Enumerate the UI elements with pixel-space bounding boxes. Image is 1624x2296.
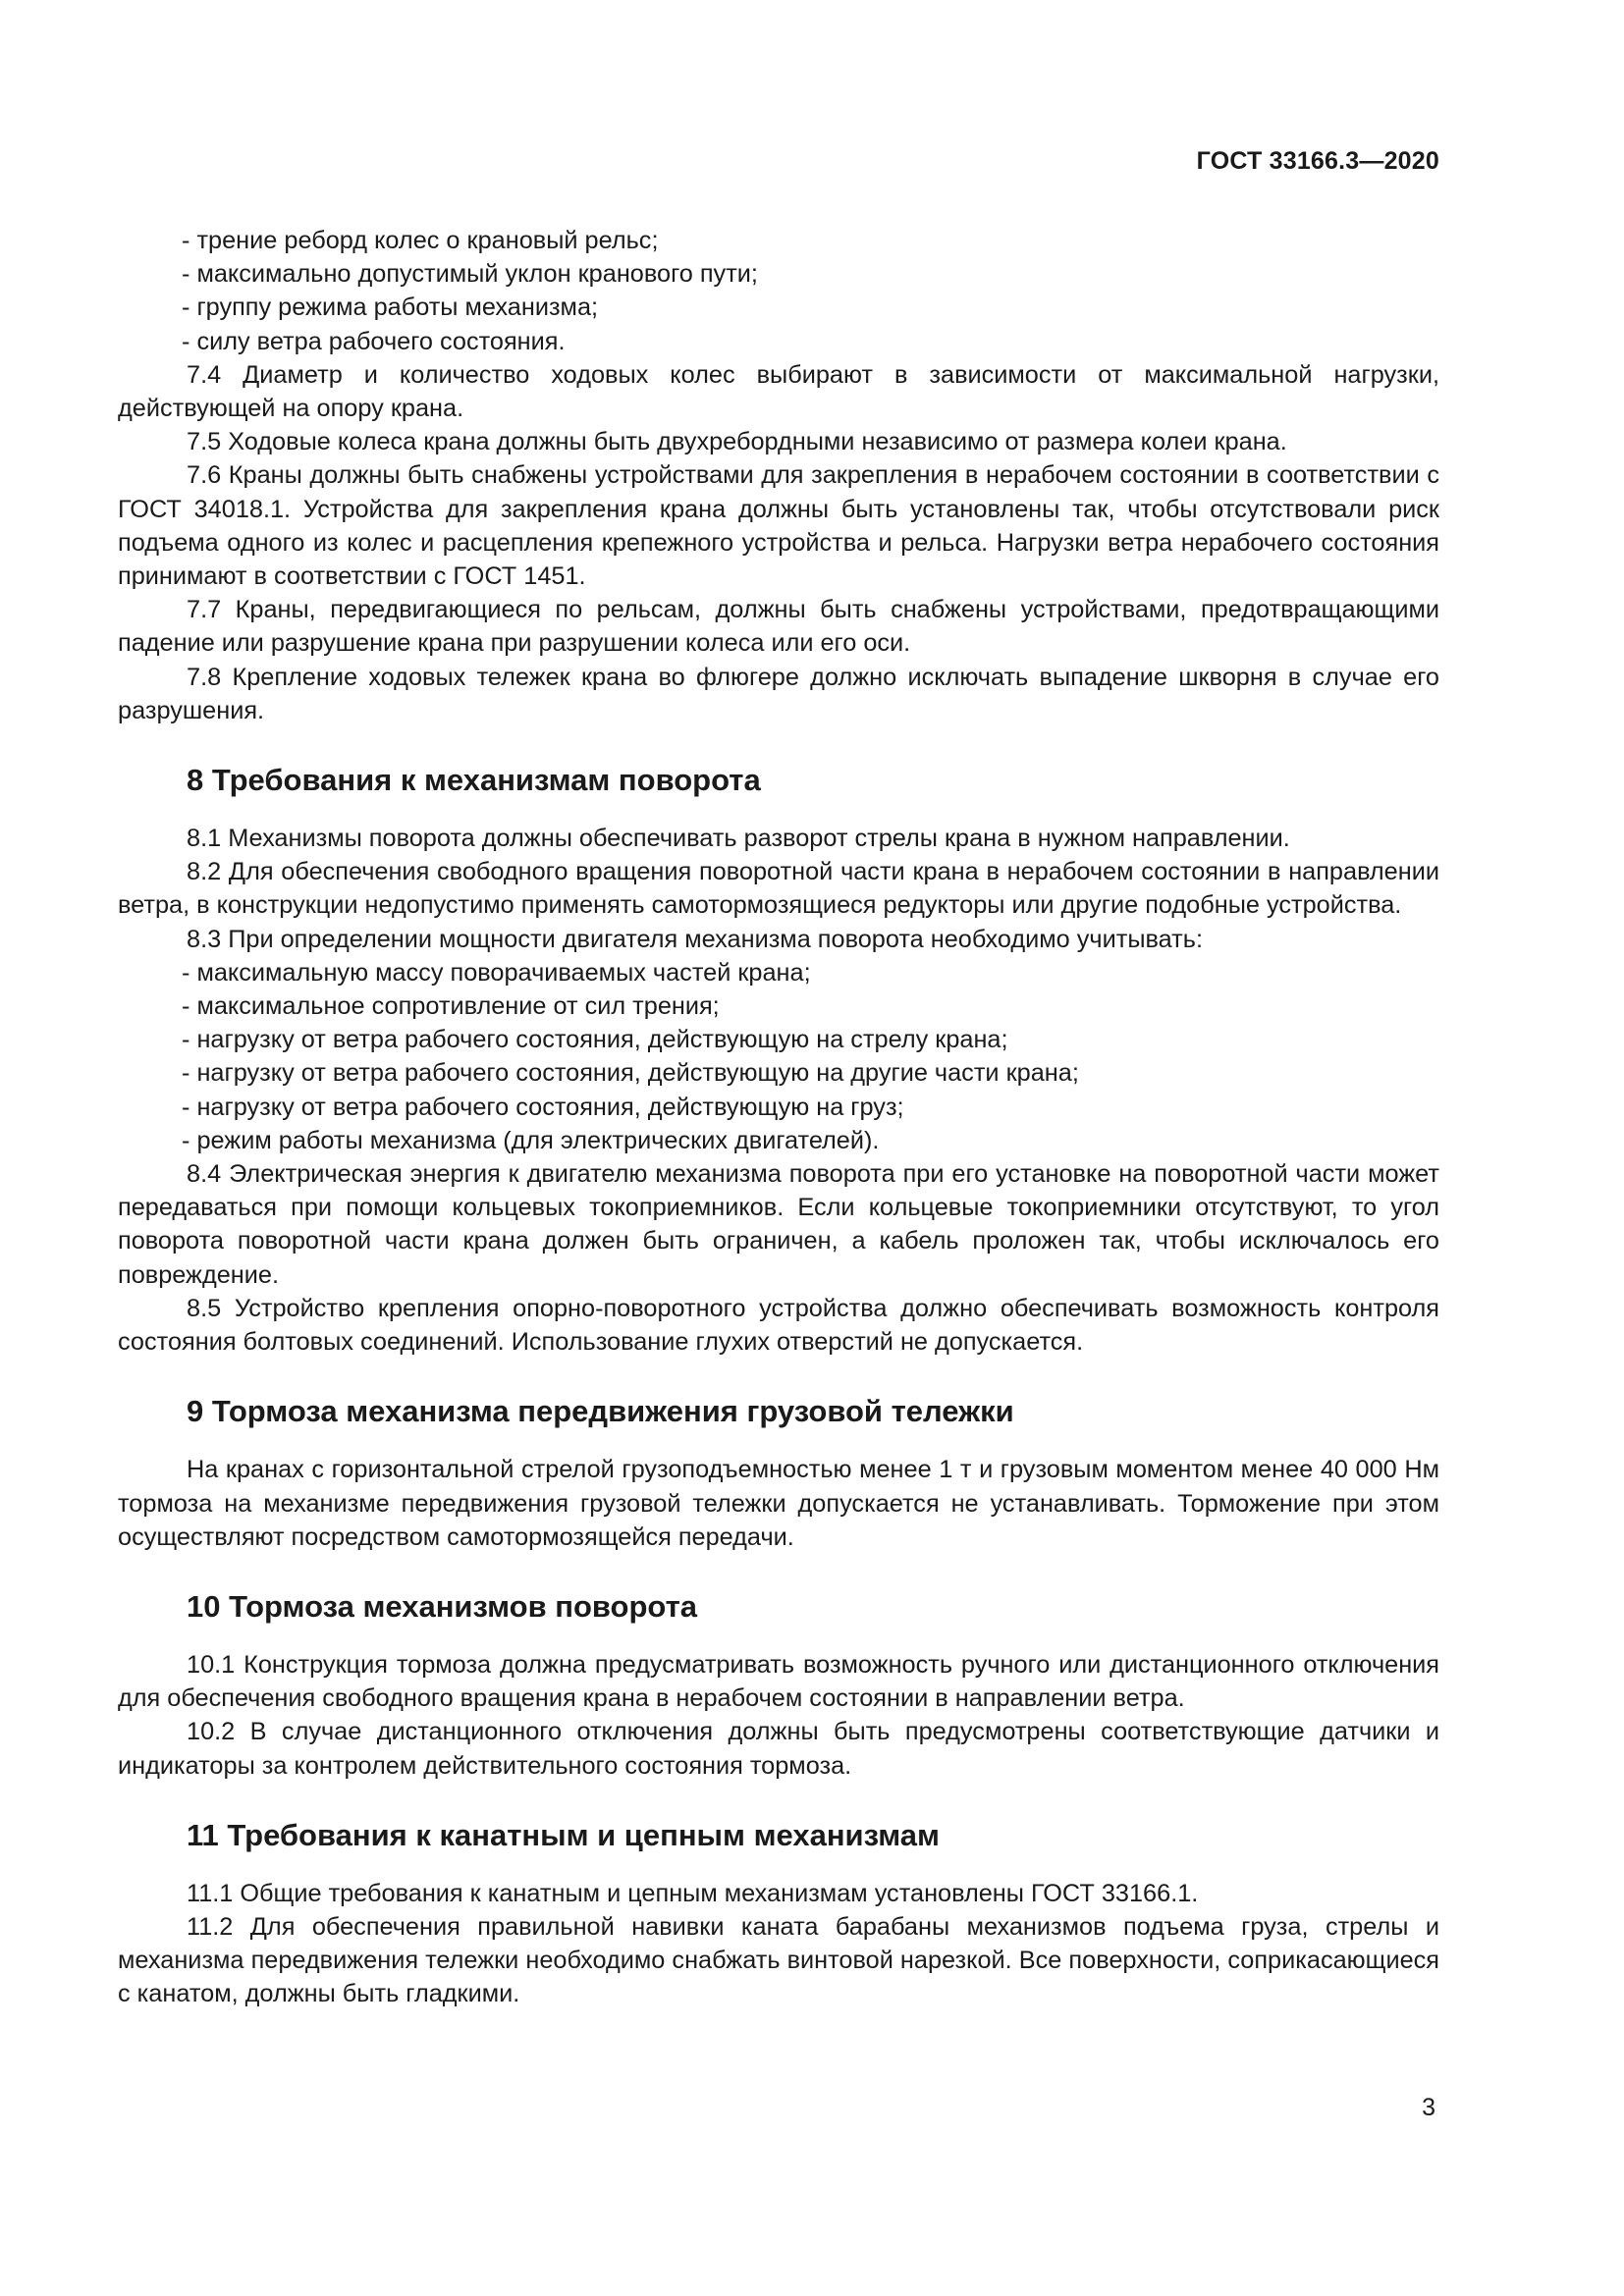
paragraph-7-8: 7.8 Крепление ходовых тележек крана во флюгере должно исключать выпадение шкворня в случае его разрушения.	[118, 663, 1439, 724]
section-11-heading: 11 Требования к канатным и цепным механизмам	[187, 1817, 940, 1852]
section-9-heading: 9 Тормоза механизма передвижения грузовой тележки	[187, 1394, 1014, 1429]
paragraph-8-1: 8.1 Механизмы поворота должны обеспечивать разворот стрелы крана в нужном направлении.	[187, 825, 1290, 853]
list-item: - максимальную массу поворачиваемых частей крана;	[182, 958, 811, 987]
paragraph-9: На кранах с горизонтальной стрелой грузоподъемностью менее 1 т и грузовым моментом менее 40 000 Нм тормоза на механизме передвижения грузовой тележки допускается не устанавливать. Торможение при этом осуществляют посредством самотормозящейся передачи.	[118, 1456, 1439, 1551]
list-item: - силу ветра рабочего состояния.	[182, 327, 566, 355]
document-body	[118, 224, 1439, 2011]
section-8-heading: 8 Требования к механизмам поворота	[187, 763, 761, 798]
list-item: - максимальное сопротивление от сил трения;	[182, 992, 720, 1021]
paragraph-7-7: 7.7 Краны, передвигающиеся по рельсам, должны быть снабжены устройствами, предотвращающими падение или разрушение крана при разрушении колеса или его оси.	[118, 596, 1439, 658]
paragraph-7-6: 7.6 Краны должны быть снабжены устройствами для закрепления в нерабочем состоянии в соответствии с ГОСТ 34018.1. Устройства для закрепления крана должны быть установлены так, чтобы отсутствовали риск подъема одного из колес и расцепления крепежного устройства и рельса. Нагрузки ветра нерабочего состояния принимают в соответствии с ГОСТ 1451.	[118, 461, 1439, 591]
document-code: ГОСТ 33166.3—2020	[1196, 147, 1439, 175]
paragraph-8-4: 8.4 Электрическая энергия к двигателю механизма поворота при его установке на поворотной части может передаваться при помощи кольцевых токоприемников. Если кольцевые токоприемники отсутствуют, то угол поворота поворотной части крана должен быть ограничен, а кабель проложен так, чтобы исключалось его повреждение.	[118, 1160, 1439, 1289]
paragraph-11-1: 11.1 Общие требования к канатным и цепным механизмам установлены ГОСТ 33166.1.	[187, 1879, 1199, 1907]
paragraph-10-2: 10.2 В случае дистанционного отключения должны быть предусмотрены соответствующие датчики и индикаторы за контролем действительного состояния тормоза.	[118, 1718, 1439, 1780]
list-item: - максимально допустимый уклон кранового пути;	[182, 260, 758, 289]
page-number: 3	[1422, 2094, 1435, 2121]
list-item: - группу режима работы механизма;	[182, 294, 599, 322]
paragraph-11-2: 11.2 Для обеспечения правильной навивки каната барабаны механизмов подъема груза, стрелы и механизма передвижения тележки необходимо снабжать винтовой нарезкой. Все поверхности, соприкасающиеся с канатом, должны быть гладкими.	[118, 1912, 1439, 2008]
paragraph-10-1: 10.1 Конструкция тормоза должна предусматривать возможность ручного или дистанционного отключения для обеспечения свободного вращения крана в нерабочем состоянии в направлении ветра.	[118, 1650, 1439, 1713]
paragraph-7-4: 7.4 Диаметр и количество ходовых колес выбирают в зависимости от максимальной нагрузки, действующей на опору крана.	[118, 360, 1439, 423]
list-item: - режим работы механизма (для электрических двигателей).	[182, 1126, 880, 1154]
list-item: - нагрузку от ветра рабочего состояния, действующую на груз;	[182, 1093, 904, 1121]
list-item: - нагрузку от ветра рабочего состояния, действующую на стрелу крана;	[182, 1026, 1008, 1054]
section-10-heading: 10 Тормоза механизмов поворота	[187, 1588, 698, 1624]
paragraph-8-2: 8.2 Для обеспечения свободного вращения поворотной части крана в нерабочем состоянии в направлении ветра, в конструкции недопустимо применять самотормозящиеся редукторы или другие подобные устройства.	[118, 858, 1439, 920]
list-item: - трение реборд колес о крановый рельс;	[182, 227, 659, 254]
paragraph-8-3: 8.3 При определении мощности двигателя механизма поворота необходимо учитывать:	[187, 925, 1203, 953]
paragraph-8-5: 8.5 Устройство крепления опорно-поворотного устройства должно обеспечивать возможность контроля состояния болтовых соединений. Использование глухих отверстий не допускается.	[118, 1294, 1439, 1357]
list-item: - нагрузку от ветра рабочего состояния, действующую на другие части крана;	[182, 1059, 1079, 1088]
paragraph-7-5: 7.5 Ходовые колеса крана должны быть двухребордными независимо от размера колеи крана.	[187, 428, 1287, 456]
